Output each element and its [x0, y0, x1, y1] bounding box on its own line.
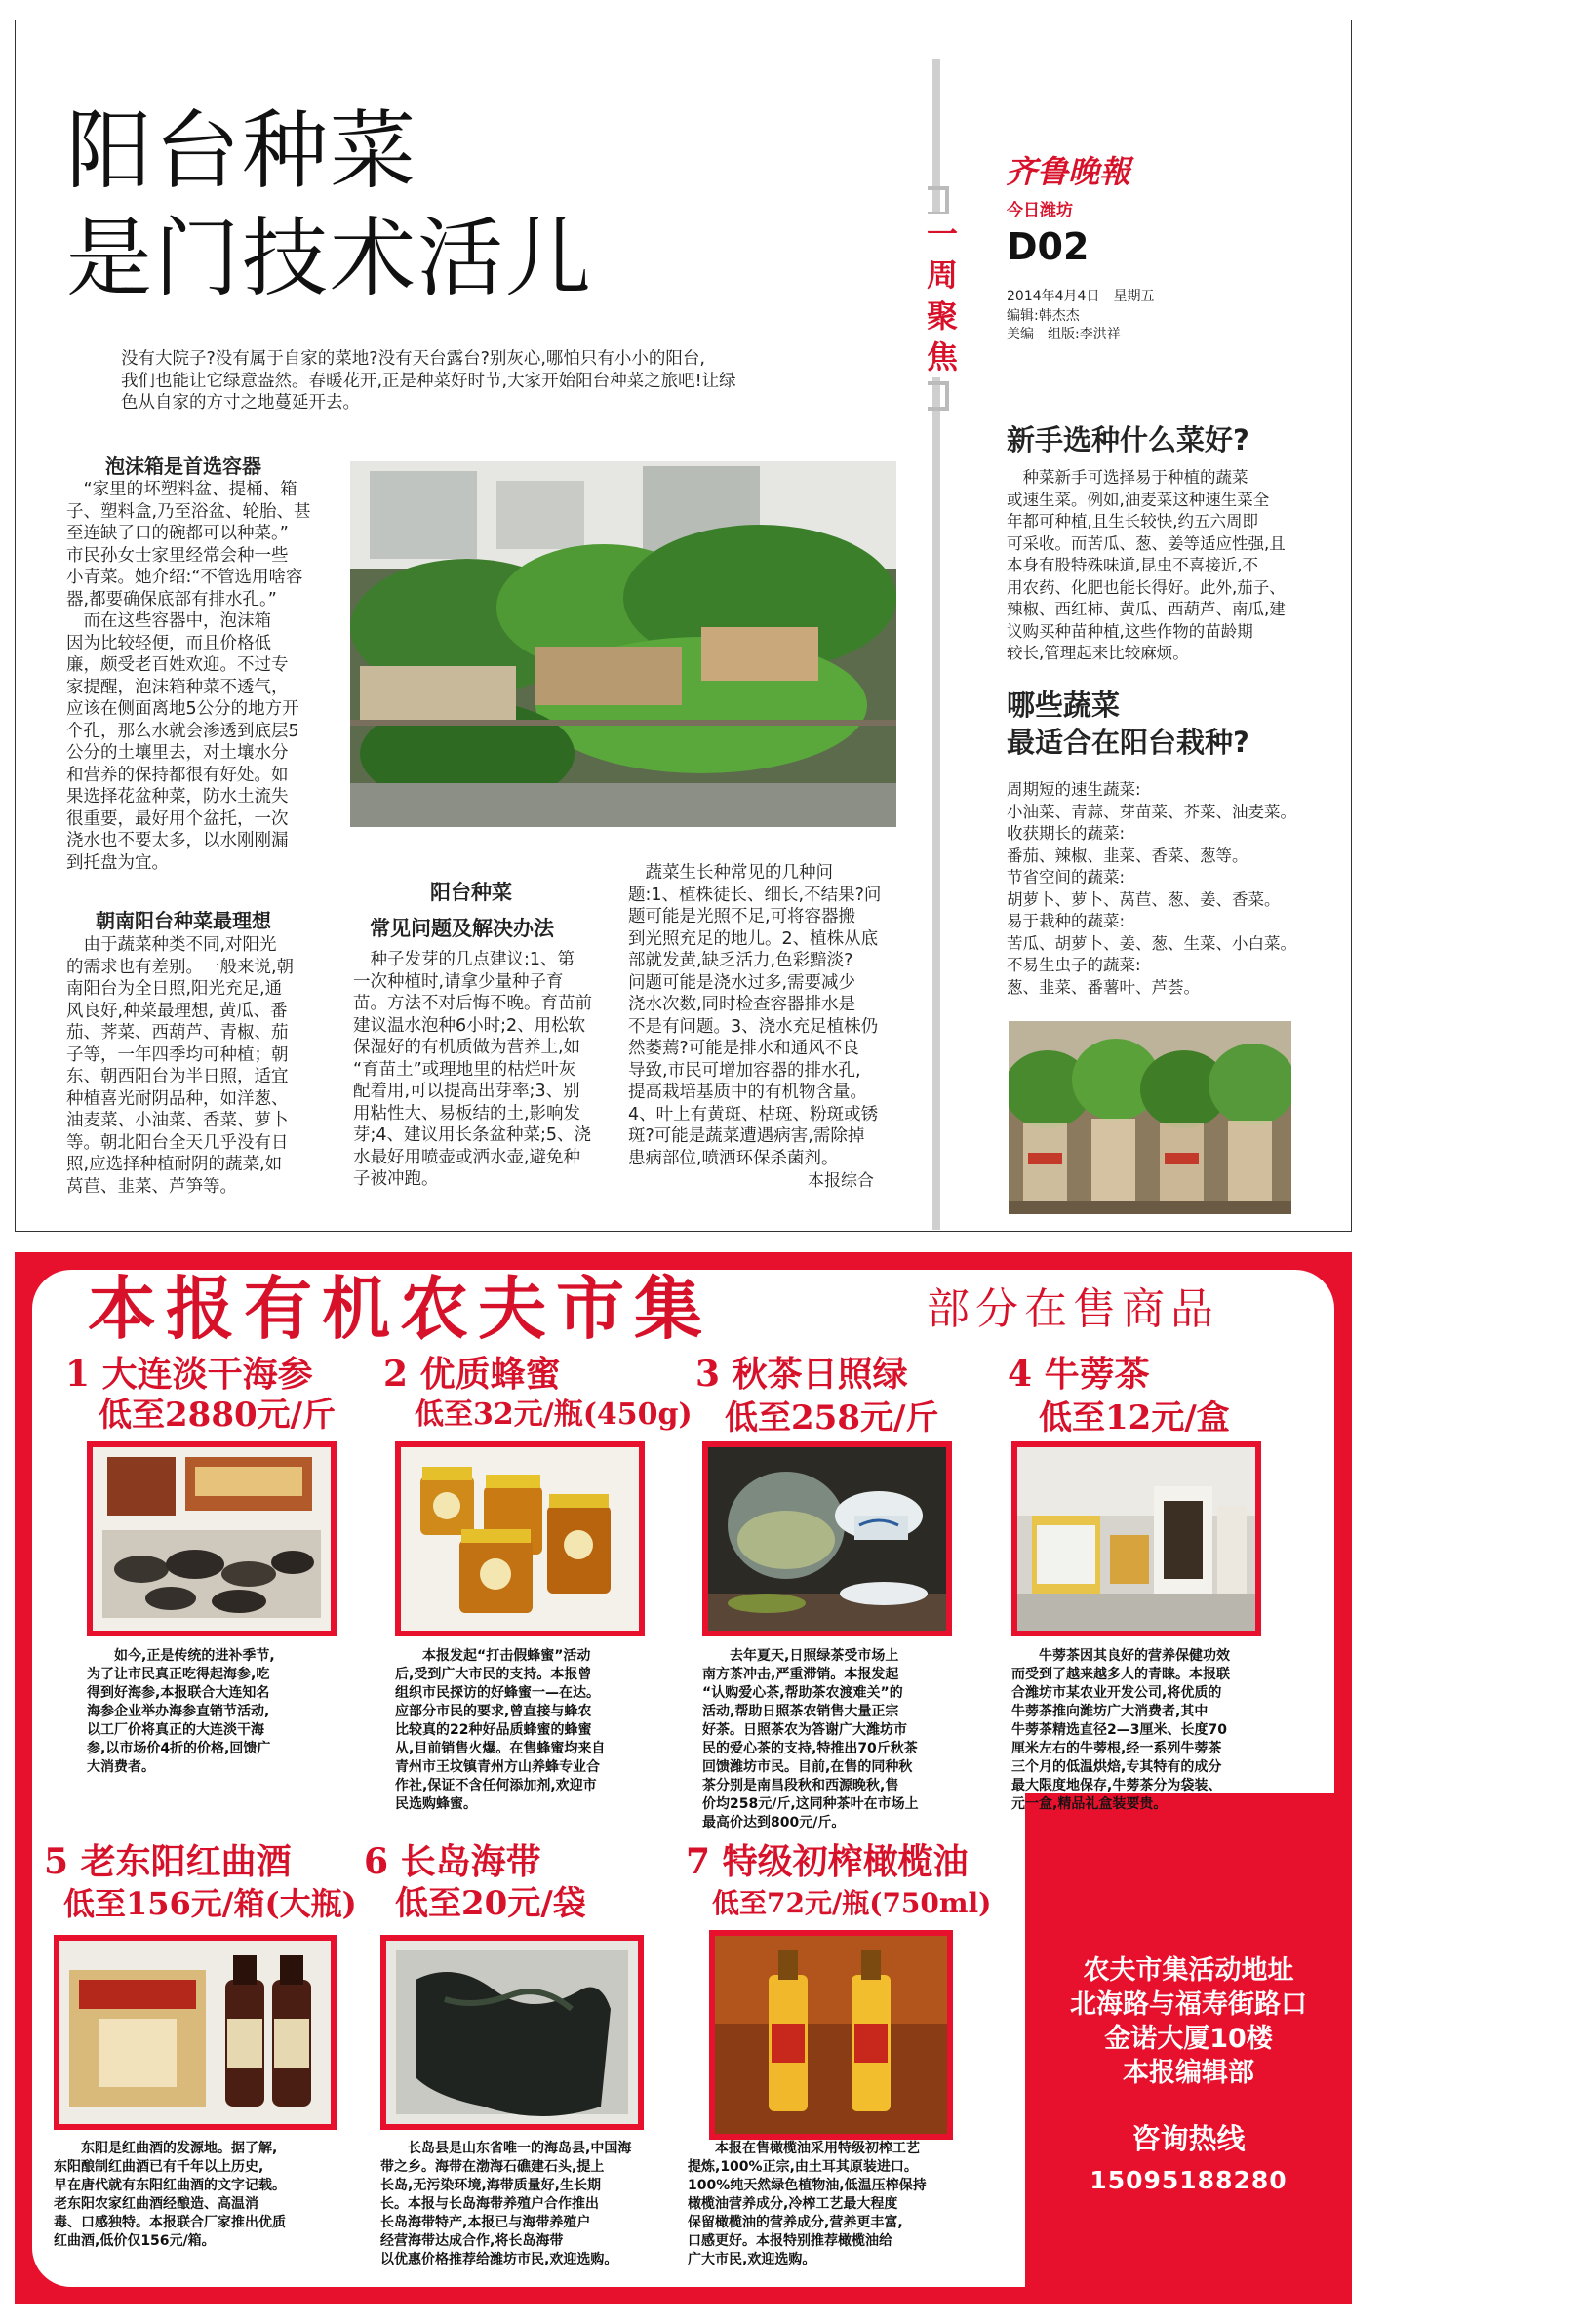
- product-2-price: 低至32元/瓶(450g): [415, 1398, 693, 1432]
- product-6-title: 6 长岛海带: [364, 1841, 541, 1882]
- sidebar-body-best-vegetables: 周期短的速生蔬菜: 小油菜、青蒜、芽苗菜、芥菜、油麦菜。 收获期长的蔬菜: 番茄、辣椒、韭菜、香菜、葱等。 节省空间的蔬菜: 胡萝卜、萝卜、莴苣、葱、姜、香菜。 易于栽种的蔬菜: 苦瓜、胡萝卜、姜、葱、生菜、小白菜。 不易生虫子的蔬菜: 葱、韭菜、番薯叶、芦荟。: [1007, 780, 1296, 997]
- section-body-sprouting: 种子发芽的几点建议:1、第 一次种植时,请拿少量种子育 苗。方法不对后悔不晚。育苗前 建议温水泡种6小时;2、用松软 保湿好的有机质做为营养土,如 “育苗土”或理地里的枯烂叶灰 配着用,可以提高出芽率;3、别 用粘性大、易板结的土,影响发 芽;4、建议用长条盆种菜;5、浇 水最好用喷壶或洒水壶,避免种 子被冲跑。: [353, 950, 592, 1189]
- farmers-market-ad: [15, 1252, 1352, 2304]
- headline-line-1: 阳台种菜: [66, 100, 418, 201]
- product-7-title: 7 特级初榨橄榄油: [686, 1841, 969, 1882]
- section-title-problems-1: 阳台种菜: [430, 881, 512, 904]
- product-6-price: 低至20元/袋: [395, 1884, 586, 1923]
- editor-credit: 编辑:韩杰杰: [1007, 308, 1080, 324]
- product-6-image: [380, 1935, 644, 2130]
- product-2-title: 2 优质蜂蜜: [383, 1354, 561, 1395]
- ad-title: 本报有机农夫市集: [88, 1268, 712, 1349]
- product-3-description: 去年夏天,日照绿茶受市场上 南方茶冲击,严重滞销。本报发起 “认购爱心茶,帮助茶农渡难关”的 活动,帮助日照茶农销售大量正宗 好茶。日照茶农为答谢广大潍坊市 民的爱心茶的支持,特推出70斤秋茶 回馈潍坊市民。目前,在售的同种秋 茶分别是南昌段秋和西源晚秋,售 价均258元/斤,这同种茶叶在市场上 最高价达到800元/斤。: [702, 1648, 919, 1831]
- product-7-price: 低至72元/瓶(750ml): [712, 1887, 992, 1919]
- section-body-south-balcony: 由于蔬菜种类不同,对阳光 的需求也有差别。一般来说,朝 南阳台为全日照,阳光充足,通 风良好,种菜最理想, 黄瓜、番 茄、荠菜、西葫芦、青椒、茄 子等，一年四季均可种植；朝 东、朝西阳台为半日照，适宜 种植喜光耐阴品种，如洋葱、 油麦菜、小油菜、香菜、萝卜 等。朝北阳台全天几乎没有日 照,应选择种植耐阴的蔬菜,如 莴苣、韭菜、芦笋等。: [66, 935, 295, 1197]
- product-5-title: 5 老东阳红曲酒: [44, 1841, 292, 1882]
- product-1-description: 如今,正是传统的进补季节, 为了让市民真正吃得起海参,吃 得到好海参,本报联合大连知名 海参企业举办海参直销节活动, 以工厂价将真正的大连淡干海 参,以市场价4折的价格,回馈广 大消费者。: [87, 1648, 275, 1775]
- product-4-title: 4 牛蒡茶: [1008, 1354, 1150, 1395]
- newspaper-logo: 齐鲁晚報: [1006, 153, 1131, 190]
- section-title-problems-2: 常见问题及解决办法: [370, 917, 554, 940]
- hotline-label: 咨询热线: [1131, 2122, 1246, 2155]
- product-3-price: 低至258元/斤: [725, 1398, 939, 1438]
- product-1-title: 1 大连淡干海参: [65, 1354, 313, 1395]
- product-3-title: 3 秋茶日照绿: [695, 1354, 908, 1395]
- product-6-description: 长岛县是山东省唯一的海岛县,中国海 带之乡。海带在渤海石礁建石头,提上 长岛,无污染环境,海带质量好,生长期 长。本报与长岛海带养殖户合作推出 长岛海带特产,本报已与海带养殖户 经营海带达成合作,将长岛海带 以优惠价格推荐给潍坊市民,欢迎选购。: [380, 2141, 632, 2267]
- sidebar-title-best-vegetables-2: 最适合在阳台栽种?: [1007, 726, 1249, 759]
- design-credit: 美编 组版:李洪祥: [1007, 327, 1121, 342]
- product-1-price: 低至2880元/斤: [99, 1396, 337, 1435]
- product-3-image: [702, 1441, 952, 1636]
- section-title-south-balcony: 朝南阳台种菜最理想: [96, 909, 271, 932]
- issue-date: 2014年4月4日 星期五: [1007, 289, 1155, 304]
- section-body-containers: “家里的坏塑料盆、提桶、箱 子、塑料盒,乃至浴盆、轮胎、甚 至连缺了口的碗都可以种菜。” 市民孙女士家里经常会种一些 小青菜。她介绍:“不管选用啥容 器,都要确保底部有排水孔。” 而在这些容器中，泡沫箱 因为比较轻便，而且价格低 廉，颇受老百姓欢迎。不过专 家提醒，泡沫箱种菜不透气， 应该在侧面离地5公分的地方开 个孔，那么水就会渗透到底层5 公分的土壤里去，对土壤水分 和营养的保持都很有好处。如 果选择花盆种菜，防水土流失 很重要，最好用个盆托，一次 浇水也不要太多，以水刚刚漏 到托盘为宜。: [66, 480, 311, 873]
- product-5-description: 东阳是红曲酒的发源地。据了解, 东阳酿制红曲酒已有千年以上历史, 早在唐代就有东阳红曲酒的文字记载。 老东阳农家红曲酒经酿造、高温消 毒、口感独特。本报联合厂家推出优质 红曲酒,低价仅156元/箱。: [54, 2141, 286, 2249]
- product-4-image: [1011, 1441, 1261, 1636]
- sidebar-body-beginners: 种菜新手可选择易于种植的蔬菜 或速生菜。例如,油麦菜这种速生菜全 年都可种植,且生长较快,约五六周即 可采收。而苦瓜、葱、姜等适应性强,且 本身有股特殊味道,昆虫不喜接近,不 用农药、化肥也能长得好。此外,茄子、 辣椒、西红柿、黄瓜、西葫芦、南瓜,建 议购买种苗种植,这些作物的苗龄期 较长,管理起来比较麻烦。: [1007, 468, 1286, 662]
- headline-line-2: 是门技术活儿: [66, 208, 594, 308]
- product-2-image: [395, 1441, 645, 1636]
- product-5-image: [54, 1935, 337, 2130]
- section-vertical-label: 一周聚焦: [926, 216, 958, 375]
- product-7-image: [709, 1930, 953, 2140]
- article-credit: 本报综合: [808, 1171, 874, 1191]
- article-intro: 没有大院子?没有属于自家的菜地?没有天台露台?别灰心,哪怕只有小小的阳台, 我们也能让它绿意盎然。春暖花开,正是种菜好时节,大家开始阳台种菜之旅吧!让绿 色从自家的方寸之地蔓延开去。: [121, 349, 736, 413]
- section-title-containers: 泡沫箱是首选容器: [105, 454, 261, 478]
- divider-ornament-top: [928, 186, 949, 216]
- market-address-street: 北海路与福寿街路口: [1070, 1989, 1307, 2020]
- product-1-image: [87, 1441, 337, 1636]
- page-number: D02: [1007, 225, 1090, 268]
- vegetable-bottles-photo: [1009, 1021, 1291, 1214]
- hotline-number: 15095188280: [1090, 2166, 1288, 2194]
- divider-ornament-bottom: [928, 381, 949, 411]
- product-4-price: 低至12元/盒: [1039, 1398, 1230, 1438]
- article-panel: [15, 20, 1352, 1232]
- ad-subtitle: 部分在售商品: [927, 1284, 1219, 1334]
- product-5-price: 低至156元/箱(大瓶): [63, 1885, 357, 1922]
- market-address-building: 金诺大厦10楼: [1104, 2024, 1273, 2054]
- product-2-description: 本报发起“打击假蜂蜜”活动 后,受到广大市民的支持。本报曾 组织市民探访的好蜂蜜一—在达。 应部分市民的要求,曾直接与蜂农 比较真的22种好品质蜂蜜的蜂蜜 从,目前销售火爆。在售蜂蜜均来自 青州市王坟镇青州方山养蜂专业合 作社,保证不含任何添加剂,欢迎市 民选购蜂蜜。: [395, 1648, 606, 1812]
- sidebar-title-best-vegetables-1: 哪些蔬菜: [1007, 689, 1121, 722]
- market-address-office: 本报编辑部: [1123, 2058, 1254, 2088]
- section-body-growth-problems: 蔬菜生长种常见的几种问 题:1、植株徒长、细长,不结果?问 题可能是光照不足,可将容器搬 到光照充足的地儿。2、植株从底 部就发黄,缺乏活力,色彩黯淡? 问题可能是浇水过多,需要减少 浇水次数,同时检查容器排水是 不是有问题。3、浇水充足植株仍 然萎蔫?可能是排水和通风不良 导致,市民可增加容器的排水孔, 提高栽培基质中的有机物含量。 4、叶上有黄斑、枯斑、粉斑或锈 斑?可能是蔬菜遭遇病害,需除掉 患病部位,喷洒环保杀菌剂。: [628, 863, 882, 1168]
- product-4-description: 牛蒡茶因其良好的营养保健功效 而受到了越来越多人的青睐。本报联 合潍坊市某农业开发公司,将优质的 牛蒡茶推向潍坊广大消费者,其中 牛蒡茶精选直径2—3厘米、长度70 厘米左右的牛蒡根,经一系列牛蒡茶 三个月的低温烘焙,专其特有的成分 最大限度地保存,牛蒡茶分为袋装、 元一盒,精品礼盒装要贵。: [1011, 1648, 1230, 1812]
- edition-label: 今日潍坊: [1007, 201, 1073, 220]
- market-address-label: 农夫市集活动地址: [1083, 1955, 1294, 1986]
- product-7-description: 本报在售橄榄油采用特级初榨工艺 提炼,100%正宗,由土耳其原装进口。 100%纯天然绿色植物油,低温压榨保持 橄榄油营养成分,冷榨工艺最大程度 保留橄榄油的营养成分,营养更丰富, 口感更好。本报特别推荐橄榄油给 广大市民,欢迎选购。: [688, 2141, 927, 2267]
- sidebar-title-beginners: 新手选种什么菜好?: [1007, 423, 1249, 456]
- balcony-vegetables-photo: [350, 461, 896, 827]
